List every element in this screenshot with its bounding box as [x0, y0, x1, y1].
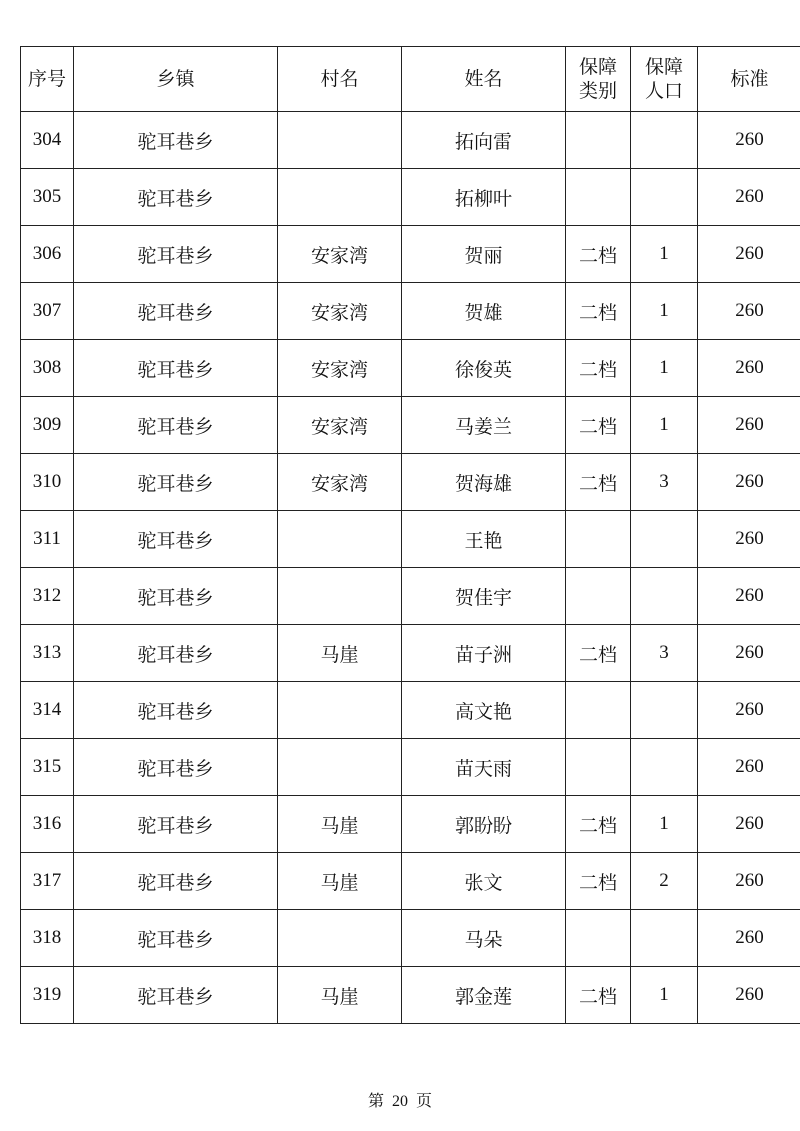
table-row	[21, 796, 800, 853]
cell-seq: 312	[21, 568, 74, 625]
cell-seq: 310	[21, 454, 74, 511]
cell-name: 王艳	[402, 511, 566, 568]
cell-population: 3	[631, 625, 698, 682]
cell-category: 二档	[566, 454, 631, 511]
cell-population: 1	[631, 796, 698, 853]
cell-population: 3	[631, 454, 698, 511]
cell-standard: 260	[698, 967, 800, 1024]
cell-town: 驼耳巷乡	[74, 625, 278, 682]
cell-seq: 316	[21, 796, 74, 853]
cell-village: 马崖	[278, 796, 402, 853]
cell-population	[631, 568, 698, 625]
cell-seq: 307	[21, 283, 74, 340]
table-row	[21, 112, 800, 169]
cell-name: 高文艳	[402, 682, 566, 739]
page-number: 20	[392, 1093, 408, 1110]
cell-town: 驼耳巷乡	[74, 796, 278, 853]
cell-standard: 260	[698, 283, 800, 340]
cell-category: 二档	[566, 967, 631, 1024]
cell-town: 驼耳巷乡	[74, 511, 278, 568]
table-row	[21, 511, 800, 568]
cell-seq: 305	[21, 169, 74, 226]
cell-seq: 315	[21, 739, 74, 796]
cell-town: 驼耳巷乡	[74, 682, 278, 739]
cell-population: 1	[631, 397, 698, 454]
cell-village	[278, 910, 402, 967]
cell-standard: 260	[698, 682, 800, 739]
cell-village: 安家湾	[278, 283, 402, 340]
cell-village: 安家湾	[278, 340, 402, 397]
page-footer	[0, 1088, 800, 1111]
header-standard: 标准	[698, 47, 800, 112]
cell-village	[278, 682, 402, 739]
cell-village: 安家湾	[278, 454, 402, 511]
cell-seq: 311	[21, 511, 74, 568]
cell-town: 驼耳巷乡	[74, 967, 278, 1024]
cell-population	[631, 112, 698, 169]
table-row	[21, 283, 800, 340]
cell-town: 驼耳巷乡	[74, 853, 278, 910]
cell-town: 驼耳巷乡	[74, 568, 278, 625]
cell-standard: 260	[698, 112, 800, 169]
cell-village: 安家湾	[278, 226, 402, 283]
cell-town: 驼耳巷乡	[74, 739, 278, 796]
cell-seq: 306	[21, 226, 74, 283]
table-body	[21, 112, 800, 1024]
table-row	[21, 625, 800, 682]
cell-village	[278, 511, 402, 568]
cell-category	[566, 739, 631, 796]
cell-population: 1	[631, 967, 698, 1024]
cell-name: 贺佳宇	[402, 568, 566, 625]
table-row	[21, 910, 800, 967]
header-name: 姓名	[402, 47, 566, 112]
cell-town: 驼耳巷乡	[74, 226, 278, 283]
cell-standard: 260	[698, 454, 800, 511]
cell-village	[278, 739, 402, 796]
cell-town: 驼耳巷乡	[74, 397, 278, 454]
cell-name: 贺雄	[402, 283, 566, 340]
cell-population	[631, 169, 698, 226]
cell-standard: 260	[698, 796, 800, 853]
cell-standard: 260	[698, 511, 800, 568]
cell-name: 贺海雄	[402, 454, 566, 511]
cell-population	[631, 682, 698, 739]
table-row	[21, 226, 800, 283]
cell-category: 二档	[566, 397, 631, 454]
cell-category: 二档	[566, 853, 631, 910]
cell-category: 二档	[566, 796, 631, 853]
cell-town: 驼耳巷乡	[74, 454, 278, 511]
cell-seq: 313	[21, 625, 74, 682]
cell-standard: 260	[698, 226, 800, 283]
cell-population	[631, 511, 698, 568]
cell-name: 郭金莲	[402, 967, 566, 1024]
cell-seq: 314	[21, 682, 74, 739]
header-category-line-1: 保障	[578, 56, 617, 78]
cell-seq: 308	[21, 340, 74, 397]
header-seq: 序号	[21, 47, 74, 112]
cell-category	[566, 682, 631, 739]
cell-village	[278, 112, 402, 169]
table-row	[21, 169, 800, 226]
cell-town: 驼耳巷乡	[74, 910, 278, 967]
cell-standard: 260	[698, 340, 800, 397]
cell-town: 驼耳巷乡	[74, 169, 278, 226]
header-town: 乡镇	[74, 47, 278, 112]
cell-village	[278, 568, 402, 625]
cell-category	[566, 568, 631, 625]
header-population-text	[645, 55, 683, 103]
footer-prefix: 第	[367, 1093, 384, 1110]
cell-name: 张文	[402, 853, 566, 910]
cell-name: 苗天雨	[402, 739, 566, 796]
cell-category	[566, 511, 631, 568]
cell-population	[631, 739, 698, 796]
header-population-line-2: 人口	[644, 80, 683, 102]
header-category-line-2: 类别	[578, 80, 617, 102]
header-category-text	[579, 55, 617, 103]
table-row	[21, 340, 800, 397]
cell-name: 苗子洲	[402, 625, 566, 682]
header-category	[566, 47, 631, 112]
cell-name: 马姜兰	[402, 397, 566, 454]
header-population-line-1: 保障	[644, 56, 683, 78]
cell-population	[631, 910, 698, 967]
cell-standard: 260	[698, 739, 800, 796]
cell-village: 马崖	[278, 967, 402, 1024]
cell-category	[566, 910, 631, 967]
footer-suffix: 页	[416, 1093, 433, 1110]
cell-name: 徐俊英	[402, 340, 566, 397]
cell-standard: 260	[698, 169, 800, 226]
cell-category	[566, 169, 631, 226]
cell-standard: 260	[698, 397, 800, 454]
table-row	[21, 682, 800, 739]
cell-town: 驼耳巷乡	[74, 283, 278, 340]
cell-village: 马崖	[278, 853, 402, 910]
cell-seq: 318	[21, 910, 74, 967]
cell-category: 二档	[566, 283, 631, 340]
header-row	[21, 47, 800, 112]
cell-population: 1	[631, 340, 698, 397]
cell-category	[566, 112, 631, 169]
table-header	[21, 47, 800, 112]
header-population	[631, 47, 698, 112]
table-row	[21, 568, 800, 625]
cell-village: 马崖	[278, 625, 402, 682]
table-row	[21, 454, 800, 511]
roster-table	[20, 46, 800, 1024]
cell-category: 二档	[566, 625, 631, 682]
cell-standard: 260	[698, 910, 800, 967]
cell-name: 马朵	[402, 910, 566, 967]
table-row	[21, 739, 800, 796]
cell-village	[278, 169, 402, 226]
cell-name: 郭盼盼	[402, 796, 566, 853]
table-row	[21, 853, 800, 910]
cell-category: 二档	[566, 340, 631, 397]
header-village: 村名	[278, 47, 402, 112]
cell-category: 二档	[566, 226, 631, 283]
cell-town: 驼耳巷乡	[74, 112, 278, 169]
cell-name: 拓柳叶	[402, 169, 566, 226]
cell-seq: 319	[21, 967, 74, 1024]
cell-population: 1	[631, 283, 698, 340]
cell-population: 1	[631, 226, 698, 283]
cell-seq: 317	[21, 853, 74, 910]
cell-standard: 260	[698, 568, 800, 625]
cell-seq: 309	[21, 397, 74, 454]
cell-town: 驼耳巷乡	[74, 340, 278, 397]
cell-name: 拓向雷	[402, 112, 566, 169]
cell-standard: 260	[698, 853, 800, 910]
cell-population: 2	[631, 853, 698, 910]
cell-seq: 304	[21, 112, 74, 169]
cell-village: 安家湾	[278, 397, 402, 454]
cell-standard: 260	[698, 625, 800, 682]
table-row	[21, 967, 800, 1024]
table-row	[21, 397, 800, 454]
cell-name: 贺丽	[402, 226, 566, 283]
